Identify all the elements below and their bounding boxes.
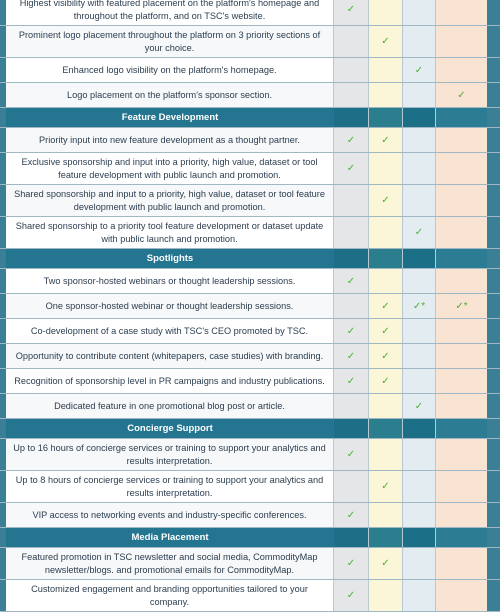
tier-3-cell (403, 439, 436, 470)
tier-3-cell (403, 503, 436, 527)
benefit-row (0, 0, 500, 26)
section-tier-cell (403, 528, 436, 547)
benefit-row (0, 128, 500, 153)
checkmark-icon: ✓ (346, 325, 356, 337)
tier-3-cell (403, 217, 436, 248)
section-tier-cell (487, 249, 498, 268)
tier-2-cell (369, 394, 403, 418)
benefit-description: Priority input into new feature development as a thought partner. (6, 128, 334, 152)
checkmark-icon: ✓ (381, 134, 390, 146)
benefit-row (0, 471, 500, 503)
row-edge (487, 217, 498, 248)
checkmark-icon: ✓ (346, 375, 356, 387)
benefit-description: Up to 16 hours of concierge services or training to support your analytics and results interpretation. (6, 439, 334, 470)
tier-4-cell (436, 503, 487, 527)
tier-1-cell (334, 580, 369, 611)
tier-3-cell (403, 369, 436, 393)
tier-1-cell (334, 439, 369, 470)
tier-1-cell (334, 26, 369, 57)
checkmark-icon: ✓ (381, 300, 390, 312)
tier-2-cell (369, 439, 403, 470)
tier-4-cell (436, 548, 487, 579)
tier-4-cell (436, 128, 487, 152)
section-tier-cell (403, 419, 436, 438)
tier-4-cell (436, 26, 487, 57)
benefit-description: Highest visibility with featured placement on the platform's homepage and throughout the platform, and on TSC's website. (6, 0, 334, 25)
tier-3-cell (403, 580, 436, 611)
tier-4-cell (436, 471, 487, 502)
benefit-row (0, 369, 500, 394)
tier-1-cell (334, 471, 369, 502)
tier-1-cell (334, 185, 369, 216)
benefit-row (0, 394, 500, 419)
checkmark-icon: ✓ (346, 275, 356, 287)
tier-2-cell (369, 26, 403, 57)
checkmark-icon: ✓ (381, 558, 390, 569)
benefit-row (0, 319, 500, 344)
tier-1-cell (334, 217, 369, 248)
row-edge (487, 0, 498, 25)
benefit-description: One sponsor-hosted webinar or thought leadership sessions. (6, 294, 334, 318)
section-tier-cell (334, 528, 369, 547)
tier-1-cell (334, 319, 369, 343)
checkmark-icon: ✓ (381, 481, 390, 492)
tier-3-cell (403, 269, 436, 293)
benefit-description: Shared sponsorship and input to a priority, high value, dataset or tool feature development with public launch and promotion. (6, 185, 334, 216)
tier-1-cell (334, 294, 369, 318)
benefit-row (0, 269, 500, 294)
benefit-description: Two sponsor-hosted webinars or thought leadership sessions. (6, 269, 334, 293)
benefit-row (0, 83, 500, 108)
tier-2-cell (369, 503, 403, 527)
tier-4-cell (436, 369, 487, 393)
benefit-description: Customized engagement and branding opportunities tailored to your company. (6, 580, 334, 611)
benefit-row (0, 58, 500, 83)
row-edge (487, 294, 498, 318)
section-title: Spotlights (6, 249, 334, 268)
tier-2-cell (369, 319, 403, 343)
checkmark-icon: ✓ (346, 509, 356, 521)
row-edge (487, 269, 498, 293)
section-header-row (0, 108, 500, 128)
tier-4-cell (436, 269, 487, 293)
section-tier-cell (334, 419, 369, 438)
benefit-description: Dedicated feature in one promotional blog post or article. (6, 394, 334, 418)
row-edge (487, 128, 498, 152)
row-edge (487, 580, 498, 611)
section-header-row (0, 249, 500, 269)
tier-1-cell (334, 153, 369, 184)
checkmark-icon: ✓ (346, 4, 356, 15)
tier-1-cell (334, 269, 369, 293)
benefit-row (0, 26, 500, 58)
tier-1-cell (334, 58, 369, 82)
benefit-row (0, 503, 500, 528)
tier-2-cell (369, 580, 403, 611)
benefit-row (0, 344, 500, 369)
checkmark-icon: ✓ (381, 195, 390, 206)
section-tier-cell (487, 108, 498, 127)
benefit-description: Co-development of a case study with TSC's CEO promoted by TSC. (6, 319, 334, 343)
tier-4-cell (436, 58, 487, 82)
benefit-description: Recognition of sponsorship level in PR campaigns and industry publications. (6, 369, 334, 393)
tier-2-cell (369, 269, 403, 293)
tier-1-cell (334, 548, 369, 579)
benefit-row (0, 217, 500, 249)
benefit-description: Opportunity to contribute content (whitepapers, case studies) with branding. (6, 344, 334, 368)
tier-2-cell (369, 0, 403, 25)
tier-3-cell (403, 0, 436, 25)
section-tier-cell (369, 108, 403, 127)
tier-4-cell (436, 294, 487, 318)
row-edge (487, 471, 498, 502)
tier-2-cell (369, 185, 403, 216)
benefit-description: Shared sponsorship to a priority tool feature development or dataset update with public launch and promotion. (6, 217, 334, 248)
tier-4-cell (436, 83, 487, 107)
section-tier-cell (403, 108, 436, 127)
tier-4-cell (436, 580, 487, 611)
tier-1-cell (334, 83, 369, 107)
tier-3-cell (403, 153, 436, 184)
tier-4-cell (436, 439, 487, 470)
tier-3-cell (403, 26, 436, 57)
benefit-row (0, 294, 500, 319)
tier-4-cell (436, 217, 487, 248)
benefit-description: Exclusive sponsorship and input into a priority, high value, dataset or tool feature development with public launch and promotion. (6, 153, 334, 184)
benefit-description: Prominent logo placement throughout the platform on 3 priority sections of your choice. (6, 26, 334, 57)
row-edge (487, 185, 498, 216)
checkmark-icon: ✓ (457, 89, 466, 101)
checkmark-icon: ✓ (346, 590, 356, 601)
section-tier-cell (403, 249, 436, 268)
row-edge (487, 58, 498, 82)
benefit-description: Up to 8 hours of concierge services or training to support your analytics and results interpretation. (6, 471, 334, 502)
checkmark-icon: ✓* (455, 300, 468, 312)
tier-2-cell (369, 369, 403, 393)
benefit-row (0, 153, 500, 185)
section-tier-cell (334, 108, 369, 127)
checkmark-icon: ✓* (412, 300, 426, 312)
tier-2-cell (369, 153, 403, 184)
tier-3-cell (403, 58, 436, 82)
section-tier-cell (334, 249, 369, 268)
section-tier-cell (436, 528, 487, 547)
section-title: Media Placement (6, 528, 334, 547)
section-tier-cell (436, 108, 487, 127)
row-edge (487, 319, 498, 343)
section-header-row (0, 419, 500, 439)
section-tier-cell (487, 528, 498, 547)
tier-3-cell (403, 319, 436, 343)
benefit-row (0, 439, 500, 471)
checkmark-icon: ✓ (414, 64, 424, 76)
benefit-description: VIP access to networking events and industry-specific conferences. (6, 503, 334, 527)
tier-3-cell (403, 83, 436, 107)
benefit-row (0, 548, 500, 580)
checkmark-icon: ✓ (346, 350, 356, 362)
tier-4-cell (436, 394, 487, 418)
tier-3-cell (403, 185, 436, 216)
row-edge (487, 439, 498, 470)
row-edge (487, 26, 498, 57)
section-tier-cell (369, 528, 403, 547)
tier-3-cell (403, 128, 436, 152)
checkmark-icon: ✓ (381, 350, 390, 362)
checkmark-icon: ✓ (346, 558, 356, 569)
tier-4-cell (436, 185, 487, 216)
tier-1-cell (334, 0, 369, 25)
tier-2-cell (369, 344, 403, 368)
tier-2-cell (369, 217, 403, 248)
tier-2-cell (369, 471, 403, 502)
tier-3-cell (403, 344, 436, 368)
tier-2-cell (369, 58, 403, 82)
tier-1-cell (334, 344, 369, 368)
section-tier-cell (369, 419, 403, 438)
row-edge (487, 153, 498, 184)
tier-1-cell (334, 369, 369, 393)
section-tier-cell (487, 419, 498, 438)
tier-3-cell (403, 394, 436, 418)
tier-1-cell (334, 394, 369, 418)
benefit-description: Enhanced logo visibility on the platform's homepage. (6, 58, 334, 82)
tier-1-cell (334, 503, 369, 527)
row-edge (487, 394, 498, 418)
row-edge (487, 344, 498, 368)
tier-4-cell (436, 344, 487, 368)
checkmark-icon: ✓ (381, 325, 390, 337)
section-tier-cell (369, 249, 403, 268)
row-edge (487, 503, 498, 527)
checkmark-icon: ✓ (346, 134, 356, 146)
checkmark-icon: ✓ (414, 227, 424, 238)
tier-2-cell (369, 128, 403, 152)
row-edge (487, 369, 498, 393)
checkmark-icon: ✓ (381, 36, 390, 47)
benefit-row (0, 580, 500, 612)
section-title: Concierge Support (6, 419, 334, 438)
tier-2-cell (369, 548, 403, 579)
tier-4-cell (436, 153, 487, 184)
checkmark-icon: ✓ (346, 449, 356, 460)
checkmark-icon: ✓ (381, 375, 390, 387)
tier-2-cell (369, 83, 403, 107)
tier-3-cell (403, 294, 436, 318)
tier-4-cell (436, 0, 487, 25)
row-edge (487, 548, 498, 579)
row-edge (487, 83, 498, 107)
section-title: Feature Development (6, 108, 334, 127)
benefit-row (0, 185, 500, 217)
tier-4-cell (436, 319, 487, 343)
checkmark-icon: ✓ (346, 163, 356, 174)
tier-1-cell (334, 128, 369, 152)
tier-3-cell (403, 548, 436, 579)
benefit-description: Featured promotion in TSC newsletter and social media, CommodityMap newsletter/blogs. and promotional emails for CommodityMap. (6, 548, 334, 579)
checkmark-icon: ✓ (414, 400, 424, 412)
section-tier-cell (436, 419, 487, 438)
benefit-description: Logo placement on the platform's sponsor section. (6, 83, 334, 107)
section-tier-cell (436, 249, 487, 268)
section-header-row (0, 528, 500, 548)
tier-3-cell (403, 471, 436, 502)
tier-2-cell (369, 294, 403, 318)
